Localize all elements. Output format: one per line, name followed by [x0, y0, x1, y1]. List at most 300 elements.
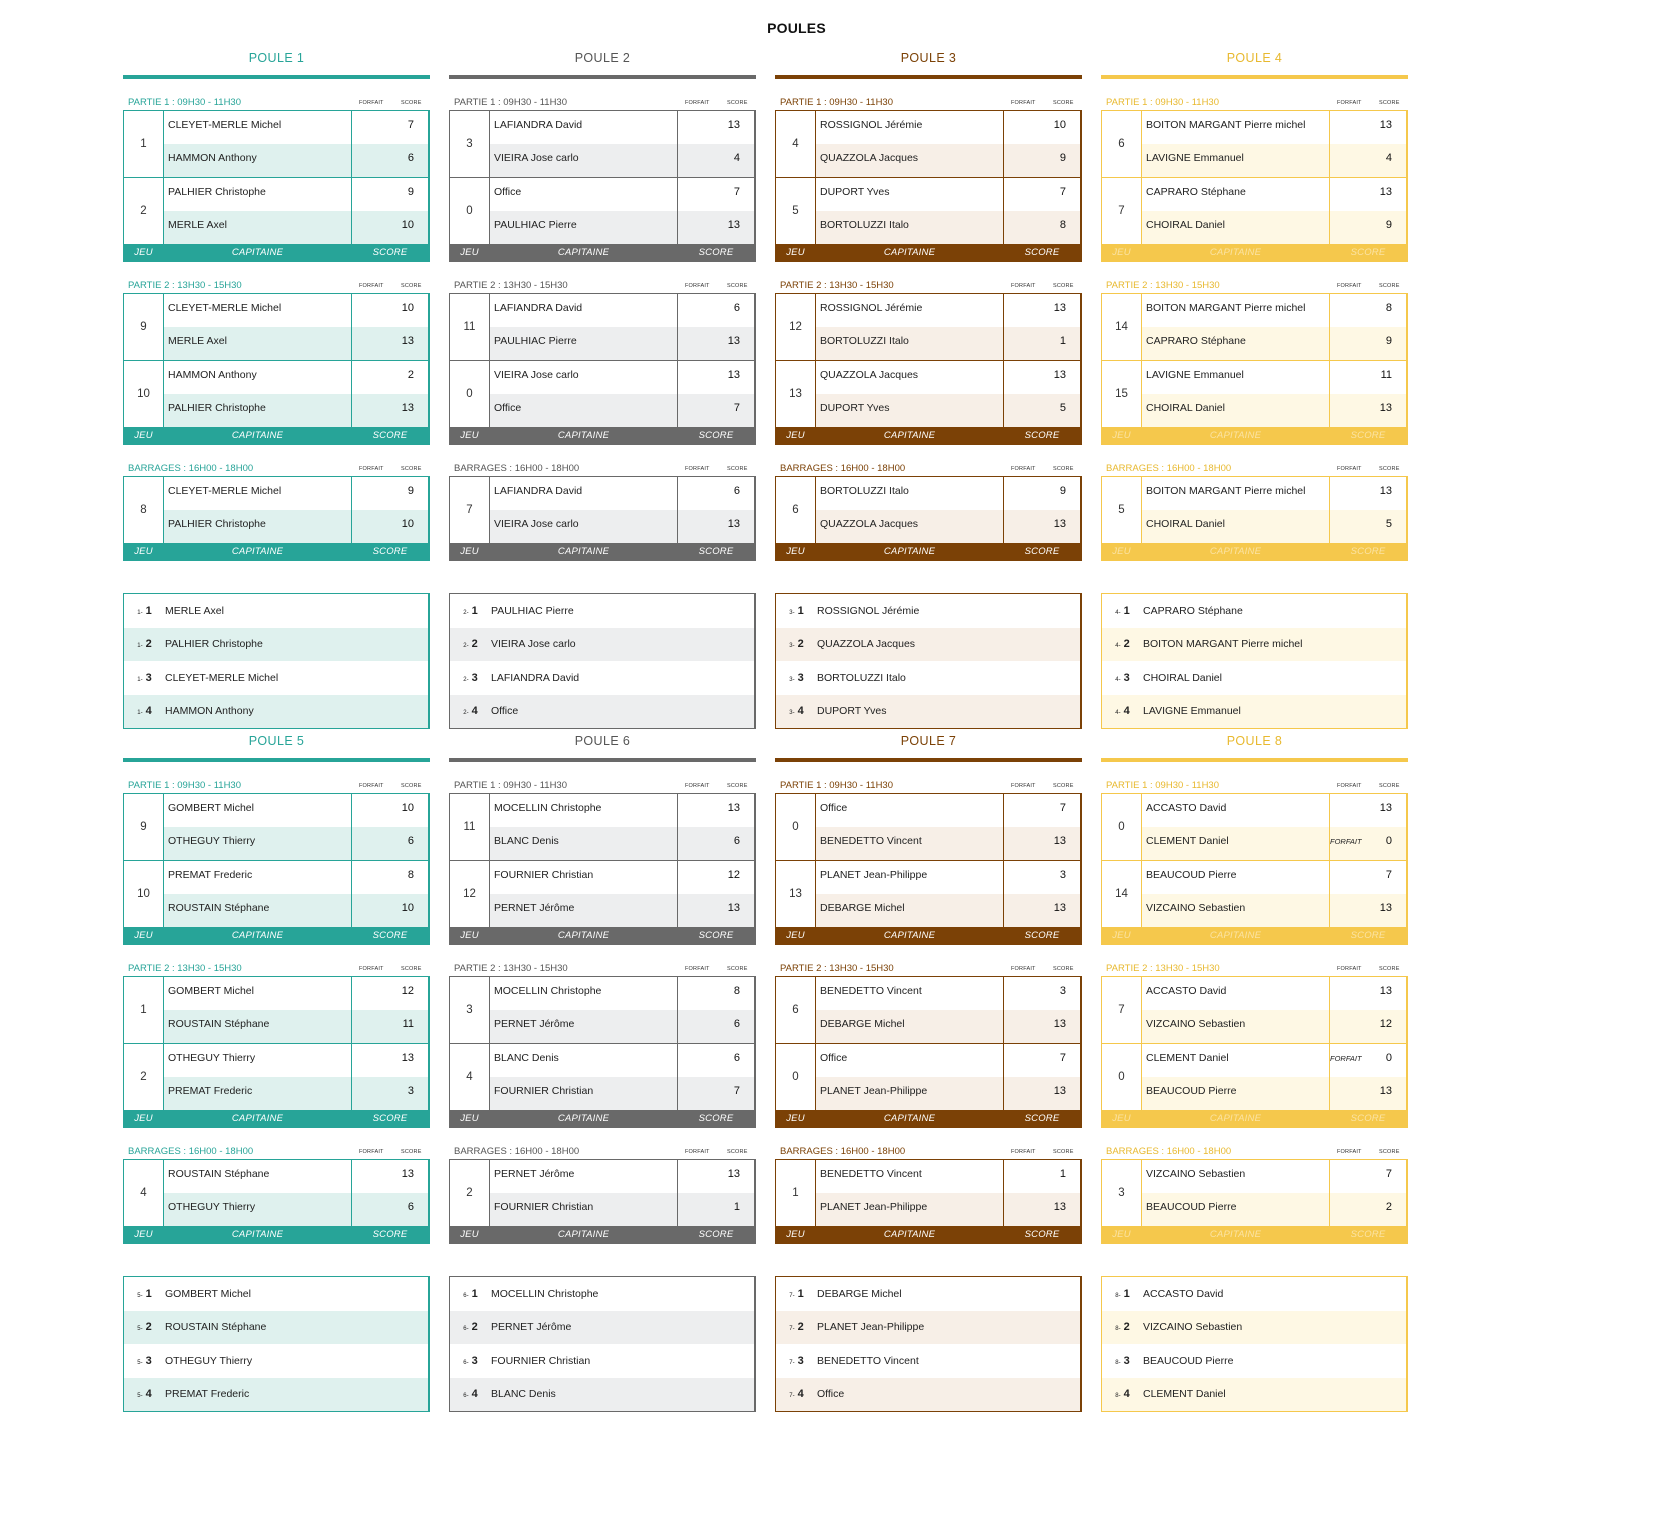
player-score: 5: [1385, 518, 1392, 530]
player-score: 13: [1053, 1201, 1066, 1213]
ranking-poule-prefix: 1-: [137, 609, 143, 616]
match-row: [1102, 178, 1406, 245]
player-score-cell: [678, 1010, 754, 1043]
ranking-rank: 3: [1123, 1354, 1130, 1367]
ranking-name: PAULHIAC Pierre: [491, 604, 574, 617]
capitaine-footer-label: CAPITAINE: [557, 930, 610, 941]
ranking-rank: 3: [1123, 671, 1130, 684]
block-title: PARTIE 2 : 13H30 - 15H30: [454, 280, 568, 291]
match-players: [1142, 111, 1406, 177]
ranking-poule-prefix: 2-: [463, 609, 469, 616]
block-title: PARTIE 1 : 09H30 - 11H30: [454, 780, 568, 791]
block-title: PARTIE 2 : 13H30 - 15H30: [128, 963, 242, 974]
player-row: [816, 111, 1080, 144]
player-name: BORTOLUZZI Italo: [816, 211, 1004, 244]
player-score: 8: [1059, 219, 1066, 231]
player-score-cell: [678, 361, 754, 394]
capitaine-footer-label: CAPITAINE: [557, 546, 610, 557]
player-name: ROSSIGNOL Jérémie: [816, 294, 1004, 327]
match-players: [164, 178, 428, 244]
player-score: 13: [727, 119, 740, 131]
player-row: [816, 794, 1080, 827]
ranking-position: [450, 1355, 490, 1367]
match-row: [1102, 977, 1406, 1044]
ranking-row: [1102, 661, 1406, 695]
match-players: [1142, 1160, 1406, 1226]
ranking-name: QUAZZOLA Jacques: [817, 638, 916, 651]
block-header: [1101, 277, 1408, 293]
jeu-number: 7: [1102, 178, 1142, 244]
player-score-cell: [352, 294, 428, 327]
ranking-table: [449, 593, 756, 729]
block-title: PARTIE 2 : 13H30 - 15H30: [128, 280, 242, 291]
jeu-footer-label: JEU: [1112, 430, 1131, 441]
player-score: 8: [1385, 302, 1392, 314]
match-players: [816, 111, 1080, 177]
player-score: 13: [1053, 902, 1066, 914]
capitaine-footer-label: CAPITAINE: [1209, 1229, 1262, 1240]
ranking-row: [124, 1344, 428, 1378]
match-table: [123, 476, 430, 561]
match-players: [490, 477, 754, 543]
ranking-poule-prefix: 3-: [789, 609, 795, 616]
block-footer: [450, 928, 754, 944]
poule-5: [123, 732, 430, 1412]
jeu-number: 6: [776, 977, 816, 1043]
player-row: [816, 178, 1080, 211]
player-score: 2: [1385, 1201, 1392, 1213]
match-row: [450, 861, 754, 928]
jeu-number: 13: [776, 361, 816, 427]
jeu-number: 7: [1102, 977, 1142, 1043]
score-footer-label: SCORE: [372, 430, 408, 441]
jeu-footer-label: JEU: [460, 546, 479, 557]
player-name: MOCELLIN Christophe: [490, 977, 678, 1010]
player-row: [164, 1160, 428, 1193]
player-row: [490, 1044, 754, 1077]
player-score-cell: [678, 144, 754, 177]
player-score-cell: [1330, 327, 1406, 360]
player-name: LAFIANDRA David: [490, 111, 678, 144]
block-title: PARTIE 2 : 13H30 - 15H30: [454, 963, 568, 974]
match-table: [775, 293, 1082, 445]
block-footer: [124, 1111, 428, 1127]
match-table: [123, 976, 430, 1128]
match-players: [816, 1044, 1080, 1110]
player-score: 13: [401, 1052, 414, 1064]
player-score: 13: [1379, 402, 1392, 414]
player-name: QUAZZOLA Jacques: [816, 510, 1004, 543]
player-name: BOITON MARGANT Pierre michel: [1142, 294, 1330, 327]
jeu-footer-label: JEU: [1112, 1113, 1131, 1124]
ranking-row: [1102, 695, 1406, 729]
ranking-name: Office: [817, 1388, 845, 1401]
ranking-poule-prefix: 4-: [1115, 676, 1121, 683]
player-row: [816, 294, 1080, 327]
ranking-position: [450, 1288, 490, 1300]
match-players: [164, 477, 428, 543]
player-row: [490, 1193, 754, 1226]
ranking-row: [776, 594, 1080, 628]
player-score-cell: [1330, 794, 1406, 827]
player-name: CLEMENT Daniel: [1142, 1044, 1330, 1077]
capitaine-footer-label: CAPITAINE: [231, 930, 284, 941]
ranking-rank: 3: [145, 671, 152, 684]
player-row: [816, 1077, 1080, 1110]
ranking-poule-prefix: 7-: [789, 1393, 795, 1400]
player-row: [164, 294, 428, 327]
jeu-footer-label: JEU: [1112, 930, 1131, 941]
block-header: [1101, 460, 1408, 476]
ranking-position: [1102, 672, 1142, 684]
ranking-row: [776, 1277, 1080, 1311]
player-score-cell: [1330, 144, 1406, 177]
player-row: [1142, 1044, 1406, 1077]
ranking-position: [1102, 638, 1142, 650]
block-footer: [124, 1227, 428, 1243]
player-score: 10: [401, 902, 414, 914]
block-title: PARTIE 2 : 13H30 - 15H30: [780, 963, 894, 974]
player-score-cell: [1004, 361, 1080, 394]
block-header: [123, 960, 430, 976]
forfait-column-label: FORFAIT: [1337, 966, 1362, 972]
player-score: 13: [1379, 485, 1392, 497]
player-score: 13: [727, 1168, 740, 1180]
ranking-rank: 2: [797, 1321, 804, 1334]
match-players: [490, 178, 754, 244]
ranking-poule-prefix: 1-: [137, 676, 143, 683]
ranking-row: [450, 1277, 754, 1311]
ranking-position: [1102, 705, 1142, 717]
ranking-rank: 2: [471, 638, 478, 651]
match-players: [816, 294, 1080, 360]
jeu-number: 9: [124, 294, 164, 360]
player-score: 11: [402, 1018, 414, 1030]
score-footer-label: SCORE: [1024, 1229, 1060, 1240]
ranking-name: CLEYET-MERLE Michel: [165, 671, 279, 684]
player-score: 9: [1059, 152, 1066, 164]
player-score-cell: [1330, 178, 1406, 211]
player-score-cell: [678, 394, 754, 427]
ranking-rank: 3: [797, 1354, 804, 1367]
score-column-label: SCORE: [727, 966, 748, 972]
player-row: [490, 894, 754, 927]
player-name: LAVIGNE Emmanuel: [1142, 361, 1330, 394]
player-score-cell: [1004, 894, 1080, 927]
player-score: 6: [733, 1018, 740, 1030]
player-score-cell: [1330, 1193, 1406, 1226]
player-row: [816, 1044, 1080, 1077]
player-row: [490, 327, 754, 360]
player-name: PLANET Jean-Philippe: [816, 861, 1004, 894]
player-name: MERLE Axel: [164, 327, 352, 360]
block-header: [1101, 1143, 1408, 1159]
block-footer: [1102, 245, 1406, 261]
forfait-column-label: FORFAIT: [1337, 466, 1362, 472]
player-score: 9: [1385, 335, 1392, 347]
forfait-column-label: FORFAIT: [1337, 783, 1362, 789]
player-score-cell: [1330, 510, 1406, 543]
match-row: [450, 477, 754, 544]
player-row: [816, 977, 1080, 1010]
capitaine-footer-label: CAPITAINE: [1209, 1113, 1262, 1124]
match-row: [124, 1044, 428, 1111]
player-score: 7: [1385, 869, 1392, 881]
ranking-row: [776, 695, 1080, 729]
block-footer: [776, 928, 1080, 944]
jeu-number: 5: [776, 178, 816, 244]
ranking-row: [1102, 594, 1406, 628]
ranking-name: PLANET Jean-Philippe: [817, 1321, 925, 1334]
player-score-cell: [678, 827, 754, 860]
block-footer: [1102, 1111, 1406, 1127]
match-table: [449, 1159, 756, 1244]
ranking-name: VIEIRA Jose carlo: [491, 638, 576, 651]
ranking-poule-prefix: 6-: [463, 1326, 469, 1333]
capitaine-footer-label: CAPITAINE: [883, 930, 936, 941]
ranking-poule-prefix: 4-: [1115, 710, 1121, 717]
ranking-rank: 2: [1123, 638, 1130, 651]
ranking-poule-prefix: 1-: [137, 643, 143, 650]
score-footer-label: SCORE: [698, 1229, 734, 1240]
player-score: 1: [733, 1201, 740, 1213]
ranking-position: [450, 1321, 490, 1333]
match-players: [816, 1160, 1080, 1226]
player-score: 13: [401, 1168, 414, 1180]
score-column-label: SCORE: [401, 466, 422, 472]
player-score-cell: [1330, 894, 1406, 927]
match-players: [164, 361, 428, 427]
player-score: 1: [1059, 335, 1066, 347]
player-name: BOITON MARGANT Pierre michel: [1142, 477, 1330, 510]
ranking-poule-prefix: 4-: [1115, 643, 1121, 650]
player-name: DEBARGE Michel: [816, 1010, 1004, 1043]
block-title: PARTIE 2 : 13H30 - 15H30: [1106, 280, 1220, 291]
score-footer-label: SCORE: [1350, 546, 1386, 557]
ranking-rank: 4: [471, 705, 478, 718]
player-score-cell: [1004, 111, 1080, 144]
ranking-poule-prefix: 6-: [463, 1393, 469, 1400]
match-table: [123, 293, 430, 445]
score-column-label: SCORE: [1379, 283, 1400, 289]
capitaine-footer-label: CAPITAINE: [231, 1113, 284, 1124]
player-score: 10: [401, 518, 414, 530]
player-row: [490, 477, 754, 510]
player-row: [1142, 361, 1406, 394]
forfait-column-label: FORFAIT: [359, 966, 384, 972]
ranking-table: [1101, 1276, 1408, 1412]
capitaine-footer-label: CAPITAINE: [1209, 546, 1262, 557]
block-footer: [124, 245, 428, 261]
ranking-rank: 1: [797, 1287, 804, 1300]
ranking-poule-prefix: 2-: [463, 710, 469, 717]
jeu-footer-label: JEU: [1112, 546, 1131, 557]
jeu-number: 0: [1102, 794, 1142, 860]
player-score: 13: [727, 335, 740, 347]
ranking-row: [776, 661, 1080, 695]
player-name: ACCASTO David: [1142, 794, 1330, 827]
score-footer-label: SCORE: [1350, 1229, 1386, 1240]
ranking-position: [776, 638, 816, 650]
ranking-row: [1102, 1378, 1406, 1412]
player-name: PALHIER Christophe: [164, 394, 352, 427]
ranking-poule-prefix: 2-: [463, 643, 469, 650]
match-table: [123, 1159, 430, 1244]
player-row: [1142, 144, 1406, 177]
player-row: [1142, 977, 1406, 1010]
player-name: Office: [490, 178, 678, 211]
player-row: [1142, 178, 1406, 211]
capitaine-footer-label: CAPITAINE: [557, 247, 610, 258]
block-footer: [1102, 1227, 1406, 1243]
player-score-cell: [352, 1010, 428, 1043]
match-row: [124, 178, 428, 245]
ranking-row: [450, 628, 754, 662]
player-row: [490, 861, 754, 894]
score-column-label: SCORE: [1379, 100, 1400, 106]
player-name: CLEMENT Daniel: [1142, 827, 1330, 860]
block-header: [449, 1143, 756, 1159]
player-name: GOMBERT Michel: [164, 977, 352, 1010]
match-row: [450, 111, 754, 178]
player-row: [816, 827, 1080, 860]
player-score: 7: [1059, 802, 1066, 814]
player-score: 10: [401, 219, 414, 231]
ranking-poule-prefix: 5-: [137, 1393, 143, 1400]
block-header: [449, 277, 756, 293]
player-score-cell: [1004, 794, 1080, 827]
match-players: [1142, 294, 1406, 360]
block-header: [449, 777, 756, 793]
poule-2: [449, 49, 756, 729]
player-name: BORTOLUZZI Italo: [816, 477, 1004, 510]
ranking-poule-prefix: 6-: [463, 1359, 469, 1366]
capitaine-footer-label: CAPITAINE: [231, 546, 284, 557]
match-table: [1101, 293, 1408, 445]
player-name: FOURNIER Christian: [490, 861, 678, 894]
block-title: BARRAGES : 16H00 - 18H00: [780, 1146, 906, 1157]
player-row: [490, 977, 754, 1010]
player-score-cell: [1330, 1077, 1406, 1110]
player-name: CLEYET-MERLE Michel: [164, 477, 352, 510]
player-row: [816, 1160, 1080, 1193]
ranking-position: [776, 1321, 816, 1333]
player-name: PALHIER Christophe: [164, 510, 352, 543]
ranking-name: ACCASTO David: [1143, 1287, 1224, 1300]
player-score: 6: [733, 485, 740, 497]
player-row: [816, 211, 1080, 244]
match-table: [449, 110, 756, 262]
player-name: ROUSTAIN Stéphane: [164, 894, 352, 927]
player-name: CHOIRAL Daniel: [1142, 211, 1330, 244]
ranking-poule-prefix: 7-: [789, 1326, 795, 1333]
ranking-name: OTHEGUY Thierry: [165, 1354, 253, 1367]
player-row: [490, 361, 754, 394]
forfait-column-label: FORFAIT: [1011, 1149, 1036, 1155]
ranking-poule-prefix: 8-: [1115, 1292, 1121, 1299]
block-footer: [124, 428, 428, 444]
score-footer-label: SCORE: [698, 430, 734, 441]
ranking-position: [1102, 1355, 1142, 1367]
ranking-row: [124, 695, 428, 729]
jeu-number: 6: [1102, 111, 1142, 177]
player-score-cell: [1004, 827, 1080, 860]
score-footer-label: SCORE: [372, 1113, 408, 1124]
capitaine-footer-label: CAPITAINE: [557, 430, 610, 441]
match-players: [490, 361, 754, 427]
player-score: 13: [1379, 902, 1392, 914]
player-name: PAULHIAC Pierre: [490, 211, 678, 244]
ranking-rank: 1: [1123, 604, 1130, 617]
player-row: [816, 861, 1080, 894]
match-table: [775, 793, 1082, 945]
player-score-cell: [678, 1193, 754, 1226]
block-footer: [450, 428, 754, 444]
player-row: [164, 861, 428, 894]
player-name: DUPORT Yves: [816, 394, 1004, 427]
ranking-position: [124, 1288, 164, 1300]
forfait-column-label: FORFAIT: [1011, 966, 1036, 972]
player-score-cell: [1330, 111, 1406, 144]
player-score-cell: [352, 1193, 428, 1226]
ranking-name: PERNET Jérôme: [491, 1321, 572, 1334]
player-name: BORTOLUZZI Italo: [816, 327, 1004, 360]
jeu-number: 4: [124, 1160, 164, 1226]
jeu-footer-label: JEU: [460, 247, 479, 258]
ranking-position: [124, 672, 164, 684]
ranking-table: [1101, 593, 1408, 729]
score-column-label: SCORE: [727, 283, 748, 289]
ranking-name: BLANC Denis: [491, 1388, 556, 1401]
player-score: 8: [407, 869, 414, 881]
player-score-cell: [1004, 327, 1080, 360]
player-score: 13: [727, 802, 740, 814]
poule-7: [775, 732, 1082, 1412]
block-header: [775, 1143, 1082, 1159]
player-row: [816, 144, 1080, 177]
player-score-cell: [352, 361, 428, 394]
player-score: 2: [407, 369, 414, 381]
match-row: [124, 977, 428, 1044]
player-name: BLANC Denis: [490, 1044, 678, 1077]
player-name: LAVIGNE Emmanuel: [1142, 144, 1330, 177]
player-score-cell: [352, 827, 428, 860]
block-title: PARTIE 1 : 09H30 - 11H30: [1106, 97, 1220, 108]
player-name: OTHEGUY Thierry: [164, 827, 352, 860]
jeu-number: 3: [450, 111, 490, 177]
ranking-row: [450, 1344, 754, 1378]
match-players: [1142, 861, 1406, 927]
ranking-poule-prefix: 1-: [137, 710, 143, 717]
poule-title: POULE 2: [449, 49, 756, 79]
player-row: [164, 1193, 428, 1226]
match-table: [1101, 1159, 1408, 1244]
capitaine-footer-label: CAPITAINE: [231, 1229, 284, 1240]
player-score-cell: [1004, 1044, 1080, 1077]
score-footer-label: SCORE: [1024, 546, 1060, 557]
ranking-poule-prefix: 3-: [789, 676, 795, 683]
player-score-cell: [1330, 1044, 1406, 1077]
player-score-cell: [1004, 144, 1080, 177]
ranking-position: [124, 1321, 164, 1333]
player-score-cell: [1330, 827, 1406, 860]
ranking-poule-prefix: 8-: [1115, 1326, 1121, 1333]
block-header: [449, 960, 756, 976]
player-name: BEAUCOUD Pierre: [1142, 1077, 1330, 1110]
player-name: ACCASTO David: [1142, 977, 1330, 1010]
player-score-cell: [1004, 1193, 1080, 1226]
capitaine-footer-label: CAPITAINE: [1209, 430, 1262, 441]
